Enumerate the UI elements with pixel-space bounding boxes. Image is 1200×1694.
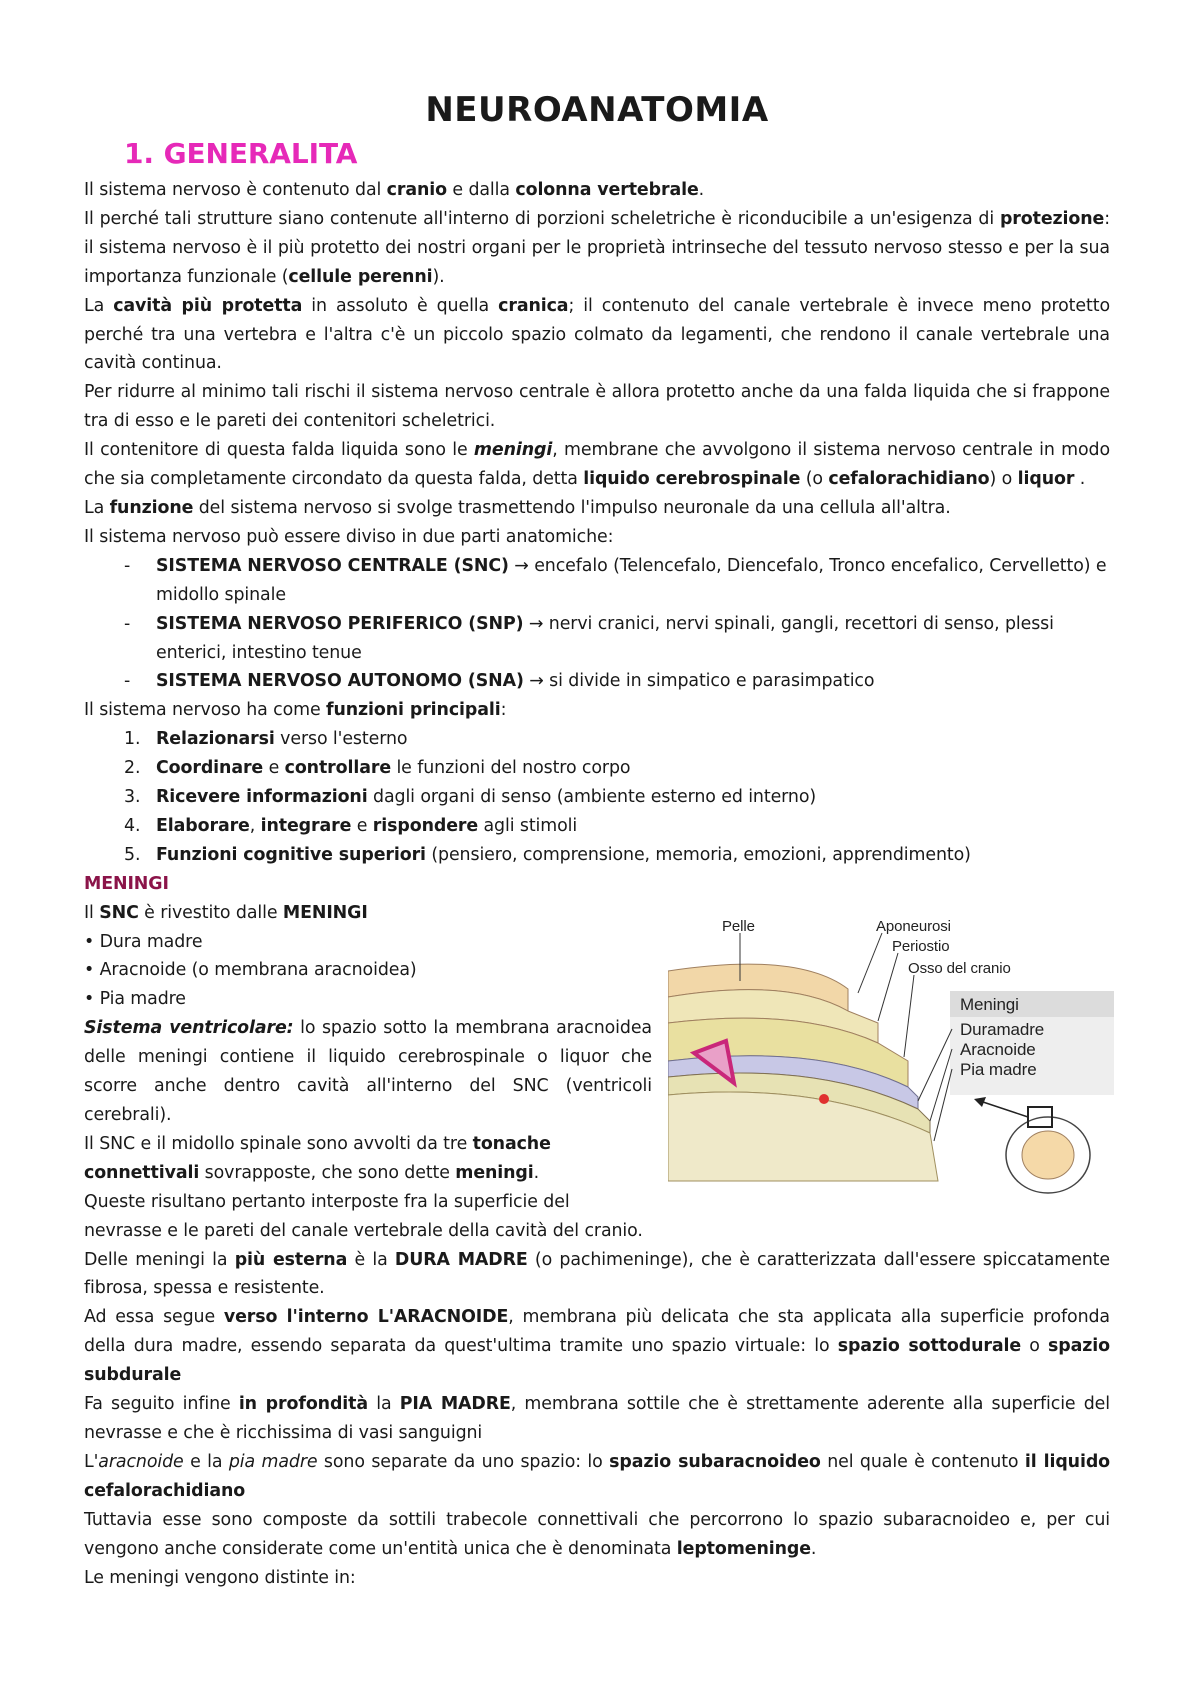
paragraph-functions-intro: Il sistema nervoso ha come funzioni principali: xyxy=(84,700,507,721)
paragraph-function: La funzione del sistema nervoso si svolge trasmettendo l'impulso neuronale da una cellula all'altra. xyxy=(84,497,951,518)
meningi-item-aracnoide: • Aracnoide (o membrana aracnoidea) xyxy=(84,960,417,981)
list-item: 2. Coordinare e controllare le funzioni del nostro corpo xyxy=(124,758,631,779)
list-item: - SISTEMA NERVOSO PERIFERICO (SNP) → nervi cranici, nervi spinali, gangli, recettori di senso, plessi enterici, intestino tenue xyxy=(124,613,1054,663)
paragraph-liquid-layer: Per ridurre al minimo tali rischi il sistema nervoso centrale è allora protetto anche da una falda liquida che si frappone tra di esso e le pareti dei contenitori scheletrici. xyxy=(84,382,1110,432)
figure-label-periostio: Periostio xyxy=(892,937,950,955)
paragraph-snc-meningi: Il SNC è rivestito dalle MENINGI xyxy=(84,902,368,923)
section-title: GENERALITA xyxy=(163,137,358,170)
meningi-item-pia: • Pia madre xyxy=(84,989,186,1010)
paragraph-cavity: La cavità più protetta in assoluto è quella cranica; il contenuto del canale vertebrale è invece meno protetto perché tra una vertebra e l'altra c'è un piccolo spazio colmato da legamenti, che rendono il canale vertebrale una cavità continua. xyxy=(84,295,1110,374)
meninges-diagram xyxy=(668,911,1114,1213)
paragraph-dura-madre: Delle meningi la più esterna è la DURA MADRE (o pachimeninge), che è caratterizzata dall'essere spiccatamente fibrosa, spessa e resistente. xyxy=(84,1249,1110,1299)
vessel-dot xyxy=(819,1094,829,1104)
paragraph-protection: Il perché tali strutture siano contenute all'interno di porzioni scheletriche è riconducibile a un'esigenza di protezione: il sistema nervoso è il più protetto dei nostri organi per le proprietà intrinseche del tessuto nervoso stesso e per la sua importanza funzionale (cellule perenni). xyxy=(84,208,1110,287)
paragraph-meningi-intro: Il contenitore di questa falda liquida sono le meningi, membrane che avvolgono il sistema nervoso centrale in modo che sia completamente circondato da questa falda, detta liquido cerebrospinale (o cefalorachidiano) o liquor . xyxy=(84,440,1110,490)
meninges-illustration xyxy=(668,911,1114,1213)
meningi-item-dura: • Dura madre xyxy=(84,931,203,952)
paragraph-distinte: Le meningi vengono distinte in: xyxy=(84,1567,356,1588)
paragraph-ventricular-system: Sistema ventricolare: lo spazio sotto la membrana aracnoidea delle meningi contiene il liquido cerebrospinale o liquor che scorre anche dentro cavità all'interno del SNC (ventricoli cerebrali). xyxy=(84,1018,652,1125)
section-heading xyxy=(124,136,1110,172)
paragraph-subaracnoideo: L'aracnoide e la pia madre sono separate da uno spazio: lo spazio subaracnoideo nel quale è contenuto il liquido cefalorachidiano xyxy=(84,1451,1111,1501)
list-item: 5. Funzioni cognitive superiori (pensiero, comprensione, memoria, emozioni, apprendimento) xyxy=(124,844,971,865)
section-number: 1. xyxy=(124,137,154,170)
divisions-list xyxy=(84,552,1110,697)
figure-label-pelle: Pelle xyxy=(722,917,755,935)
list-item: 1. Relazionarsi verso l'esterno xyxy=(124,729,408,750)
list-item: - SISTEMA NERVOSO CENTRALE (SNC) → encefalo (Telencefalo, Diencefalo, Tronco encefalico, Cervelletto) e midollo spinale xyxy=(124,555,1107,605)
figure-label-aponeurosi: Aponeurosi xyxy=(876,917,951,935)
paragraph-pia-madre: Fa seguito infine in profondità la PIA MADRE, membrana sottile che è strettamente aderente alla superficie del nevrasse e che è ricchissima di vasi sanguigni xyxy=(84,1394,1110,1443)
document-title: NEUROANATOMIA xyxy=(425,90,769,130)
figure-label-osso: Osso del cranio xyxy=(908,959,1011,977)
paragraph-divisions-intro: Il sistema nervoso può essere diviso in due parti anatomiche: xyxy=(84,526,614,547)
list-item: 3. Ricevere informazioni dagli organi di senso (ambiente esterno ed interno) xyxy=(124,787,817,808)
paragraph-interposte: Queste risultano pertanto interposte fra la superficie del nevrasse e le pareti del canale vertebrale della cavità del cranio. xyxy=(84,1191,643,1241)
paragraph-aracnoide: Ad essa segue verso l'interno L'ARACNOIDE, membrana più delicata che sta applicata alla superficie profonda della dura madre, essendo separata da quest'ultima tramite uno spazio virtuale: lo spazio sottodurale o spazio subdurale xyxy=(84,1307,1110,1386)
list-item: 4. Elaborare, integrare e rispondere agli stimoli xyxy=(124,815,578,836)
paragraph-container: Il sistema nervoso è contenuto dal cranio e dalla colonna vertebrale. xyxy=(84,180,705,200)
list-item: - SISTEMA NERVOSO AUTONOMO (SNA) → si divide in simpatico e parasimpatico xyxy=(124,671,875,692)
document-content xyxy=(84,88,1110,1592)
paragraph-leptomeninge: Tuttavia esse sono composte da sottili trabecole connettivali che percorrono lo spazio subaracnoideo e, per cui vengono anche considerate come un'entità unica che è denominata leptomeninge. xyxy=(84,1509,1110,1559)
figure-label-duramadre: Duramadre xyxy=(960,1019,1045,1039)
meningi-heading: MENINGI xyxy=(84,873,169,894)
figure-label-meningi: Meningi xyxy=(960,994,1019,1014)
paragraph-tonache: Il SNC e il midollo spinale sono avvolti da tre tonache connettivali sovrapposte, che sono dette meningi. xyxy=(84,1133,551,1183)
figure-label-aracnoide: Aracnoide xyxy=(960,1039,1036,1059)
figure-label-piamadre: Pia madre xyxy=(960,1059,1037,1079)
functions-list xyxy=(84,725,1110,870)
